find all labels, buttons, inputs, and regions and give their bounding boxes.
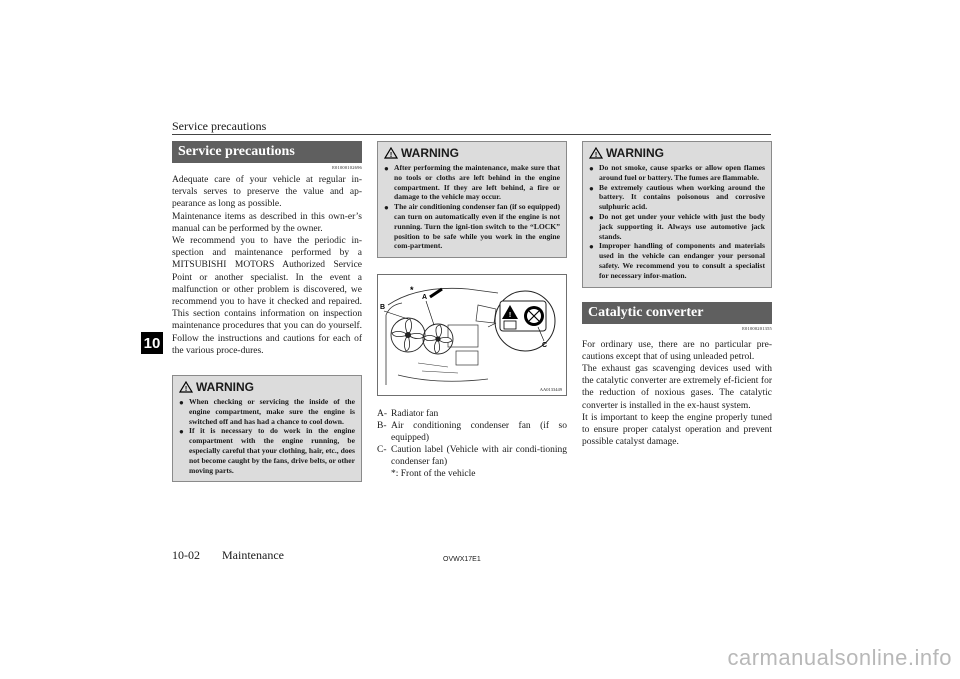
warning-item bbox=[589, 241, 765, 280]
figure-code: AA0133449 bbox=[539, 387, 562, 393]
bullet-icon: ● bbox=[589, 164, 594, 173]
warning-label: WARNING bbox=[196, 380, 254, 395]
footer-doc-code: OVWX17E1 bbox=[443, 556, 481, 563]
warning-item-text: If it is necessary to do work in the engine compartment with the engine running, be especially careful that your clothing, hair, etc., does not become caught by the fans, drive belts, or other moving parts. bbox=[189, 426, 355, 475]
warning-item bbox=[179, 426, 355, 475]
warning-item bbox=[384, 163, 560, 202]
bullet-icon: ● bbox=[589, 212, 594, 222]
legend-row bbox=[377, 444, 567, 468]
section-code: E01000201355 bbox=[742, 325, 772, 331]
running-header: Service precautions bbox=[172, 119, 267, 133]
warning-item-text: After performing the maintenance, make sure that no tools or cloths are left behind in the engine compartment. If they are left behind, a fire or damage to the vehicle may occur. bbox=[394, 163, 560, 202]
engine-compartment-drawing bbox=[378, 275, 566, 393]
column-left bbox=[172, 141, 362, 482]
watermark: carmanualsonline.info bbox=[727, 645, 952, 670]
bullet-icon: ● bbox=[179, 398, 184, 408]
warning-label: WARNING bbox=[401, 146, 459, 160]
warning-item-text: The air conditioning condenser fan (if so equipped) can turn on automatically even if the engine is not running. Turn the igni-tion switch to the “LOCK” position to be safe while you work in the engine com-partment. bbox=[394, 202, 560, 251]
warning-triangle-icon bbox=[179, 381, 193, 393]
warning-item-text: When checking or servicing the inside of the engine compartment, make sure the engine is switched off and has had a chance to cool down. bbox=[189, 397, 355, 426]
paragraph: It is important to keep the engine properly tuned to ensure proper catalyst operation and prevent possible catalyst damage. bbox=[582, 412, 772, 448]
paragraph: Maintenance items as described in this own-er’s manual can be performed by the owner. bbox=[172, 211, 362, 234]
legend-key: B- bbox=[377, 421, 387, 432]
label-c: C bbox=[542, 342, 548, 350]
page-number: 10-02 bbox=[172, 548, 200, 562]
warning-heading bbox=[384, 146, 560, 160]
warning-item bbox=[179, 397, 355, 426]
chapter-tab: 10 bbox=[141, 332, 163, 354]
bullet-icon: ● bbox=[384, 164, 389, 173]
legend-row bbox=[377, 420, 567, 444]
engine-fan-illustration bbox=[377, 274, 567, 396]
warning-item-text: Improper handling of components and materials used in the vehicle can endanger your personal safety. We recommend you to consult a specialist for necessary infor-mation. bbox=[599, 241, 765, 280]
svg-text:!: ! bbox=[594, 152, 598, 159]
warning-heading bbox=[179, 380, 355, 394]
warning-item bbox=[589, 212, 765, 241]
legend-key: C- bbox=[377, 445, 387, 456]
svg-text:!: ! bbox=[184, 386, 188, 394]
figure-legend bbox=[377, 408, 567, 480]
catalytic-converter-body bbox=[582, 339, 772, 449]
warning-item bbox=[589, 163, 765, 183]
header-rule bbox=[172, 134, 771, 135]
paragraph: For ordinary use, there are no particular pre-cautions except that of using unleaded petrol. bbox=[582, 339, 772, 362]
warning-item bbox=[589, 183, 765, 212]
bullet-icon: ● bbox=[384, 203, 389, 213]
warning-triangle-icon bbox=[589, 147, 603, 159]
paragraph: The exhaust gas scavenging devices used with the catalytic converter are extremely ef-ficient for the reduction of noxious gases. The catalytic converter is installed in the ex-haust system. bbox=[582, 363, 772, 411]
paragraph: We recommend you to have the periodic in-spection and maintenance performed by a MITSUBISHI MOTORS Authorized Service Point or another specialist. In the event a malfunction or other problem is discovered, we recommend you to have it checked and repaired. This section contains information on inspection maintenance procedures that you can do yourself. Follow the instructions and cautions for each of the various proce-dures. bbox=[172, 236, 362, 356]
warning-item-text: Be extremely cautious when working around the battery. It contains poisonous and corrosive sulphuric acid. bbox=[599, 182, 765, 212]
section-title-service-precautions: Service precautions bbox=[172, 141, 362, 163]
service-precautions-body bbox=[172, 174, 362, 357]
radiator-fan-a bbox=[423, 324, 453, 354]
footer-section-name: Maintenance bbox=[222, 548, 284, 562]
svg-text:!: ! bbox=[389, 152, 393, 159]
label-b: B bbox=[380, 304, 386, 312]
bullet-icon: ● bbox=[179, 427, 184, 437]
section-code: E01000102696 bbox=[332, 165, 362, 170]
warning-item-text: Do not smoke, cause sparks or allow open flames around fuel or battery. The fumes are flammable. bbox=[599, 163, 765, 182]
section-title-catalytic-converter: Catalytic converter bbox=[582, 302, 772, 324]
warning-label: WARNING bbox=[606, 146, 664, 160]
warning-item-text: Do not get under your vehicle with just the body jack supporting it. Always use automotive jack stands. bbox=[599, 211, 765, 241]
bullet-icon: ● bbox=[589, 183, 594, 193]
legend-text: Radiator fan bbox=[391, 409, 439, 420]
bullet-icon: ● bbox=[589, 242, 594, 252]
svg-text:!: ! bbox=[508, 312, 512, 320]
legend-note: *: Front of the vehicle bbox=[391, 469, 476, 480]
label-a: A bbox=[422, 294, 428, 302]
condenser-fan-b bbox=[391, 318, 425, 352]
warning-item bbox=[384, 202, 560, 251]
legend-row bbox=[377, 408, 567, 420]
legend-key: A- bbox=[377, 409, 388, 420]
paragraph: Adequate care of your vehicle at regular in-tervals serves to preserve the value and ap-pearance as long as possible. bbox=[172, 175, 362, 210]
warning-heading bbox=[589, 146, 765, 160]
legend-text: Caution label (Vehicle with air condi-tioning condenser fan) bbox=[391, 445, 567, 468]
legend-text: Air conditioning condenser fan (if so equipped) bbox=[391, 421, 567, 444]
warning-box-battery-fuel bbox=[582, 141, 772, 288]
warning-box-engine-compartment bbox=[172, 375, 362, 482]
warning-box-tools-and-fan bbox=[377, 141, 567, 258]
label-front-star: * bbox=[410, 285, 414, 296]
warning-triangle-icon bbox=[384, 147, 398, 159]
column-middle bbox=[377, 141, 567, 480]
column-right bbox=[582, 141, 772, 448]
